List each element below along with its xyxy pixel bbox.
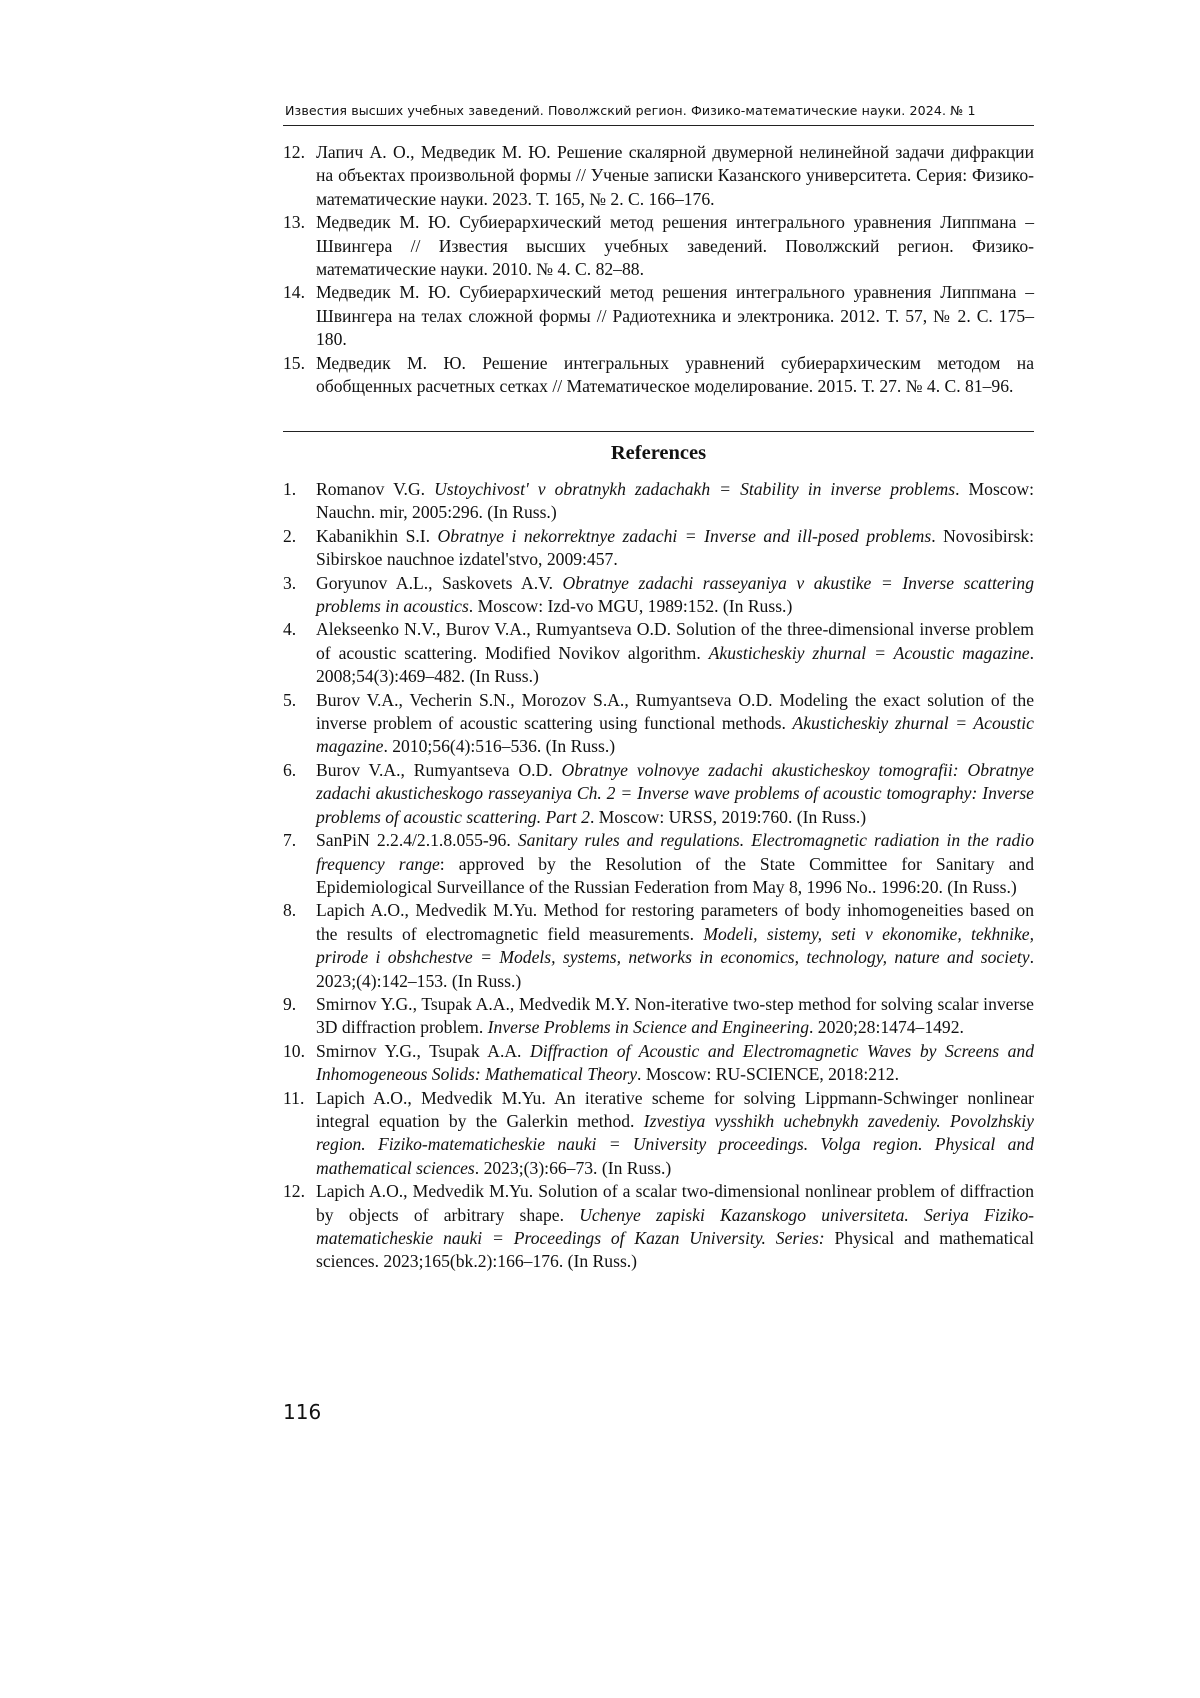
list-item (283, 1180, 1034, 1274)
reference-number: 13. (283, 212, 305, 233)
reference-text: Lapich A.O., Medvedik M.Yu. Solution of a scalar two-dimensional nonlinear problem of diffraction by objects of arbitrary shape. Uchenye zapiski Kazanskogo universiteta. Seriya Fiziko-matematicheskie nauki = Proceedings of Kazan University. Series: Physical and mathematical sciences. 2023;165(bk.2):166–176. (In Russ.) (316, 1181, 1035, 1272)
list-item (283, 141, 1034, 211)
list-item (283, 993, 1034, 1040)
list-item (283, 525, 1034, 572)
running-header: Известия высших учебных заведений. Поволжский регион. Физико-математические науки. 2024. № 1 (285, 103, 976, 118)
reference-number: 9. (283, 993, 297, 1014)
reference-text: Медведик М. Ю. Субиерархический метод решения интегрального уравнения Липпмана – Швингера на телах сложной формы // Радиотехника и электроника. 2012. Т. 57, № 2. С. 175–180. (316, 282, 1034, 350)
reference-text: Lapich A.O., Medvedik M.Yu. Method for restoring parameters of body inhomogeneities based on the results of electromagnetic field measurements. Modeli, sistemy, seti v ekonomike, tekhnike, prirode i obshchestve = Models, systems, networks in economics, technology, nature and society. 2023;(4):142–153. (In Russ.) (316, 900, 1034, 991)
reference-text: Goryunov A.L., Saskovets A.V. Obratnye zadachi rasseyaniya v akustike = Inverse scattering problems in acoustics. Moscow: Izd-vo MGU, 1989:152. (In Russ.) (316, 572, 1034, 617)
reference-text: Lapich A.O., Medvedik M.Yu. An iterative scheme for solving Lippmann-Schwinger nonlinear integral equation by the Galerkin method. Izvestiya vysshikh uchebnykh zavedeniy. Povolzhskiy region. Fiziko-matematicheskie nauki = University proceedings. Volga region. Physical and mathematical sciences. 2023;(3):66–73. (In Russ.) (316, 1087, 1034, 1178)
reference-number: 15. (283, 352, 305, 373)
list-item (283, 1087, 1034, 1181)
reference-text: Kabanikhin S.I. Obratnye i nekorrektnye zadachi = Inverse and ill-posed problems. Novosibirsk: Sibirskoe nauchnoe izdatel'stvo, 2009:457. (316, 525, 1034, 570)
list-item (283, 829, 1034, 899)
reference-number: 11. (283, 1087, 305, 1108)
reference-number: 12. (283, 142, 305, 162)
list-item (283, 689, 1034, 759)
reference-text: Romanov V.G. Ustoychivost' v obratnykh zadachakh = Stability in inverse problems. Moscow: Nauchn. mir, 2005:296. (In Russ.) (316, 479, 1034, 523)
list-item (283, 572, 1034, 619)
reference-number: 3. (283, 572, 297, 593)
reference-text: Burov V.A., Vecherin S.N., Morozov S.A., Rumyantseva O.D. Modeling the exact solution of the inverse problem of acoustic scattering using functional methods. Akusticheskiy zhurnal = Acoustic magazine. 2010;56(4):516–536. (In Russ.) (316, 689, 1034, 757)
english-reference-list (283, 478, 1034, 1274)
reference-number: 14. (283, 282, 305, 303)
reference-text: Smirnov Y.G., Tsupak A.A., Medvedik M.Y. Non-iterative two-step method for solving scalar inverse 3D diffraction problem. Inverse Problems in Science and Engineering. 2020;28:1474–1492. (316, 993, 1034, 1038)
reference-number: 2. (283, 525, 297, 546)
reference-text: SanPiN 2.2.4/2.1.8.055-96. Sanitary rules and regulations. Electromagnetic radiation in the radio frequency range: approved by the Resolution of the State Committee for Sanitary and Epidemiological Surveillance of the Russian Federation from May 8, 1996 No.. 1996:20. (In Russ.) (316, 830, 1034, 897)
reference-text: Медведик М. Ю. Субиерархический метод решения интегрального уравнения Липпмана – Швингера // Известия высших учебных заведений. Поволжский регион. Физико-математические науки. 2010. № 4. С. 82–88. (316, 212, 1034, 280)
list-item (283, 352, 1034, 399)
reference-text: Лапич А. О., Медведик М. Ю. Решение скалярной двумерной нелинейной задачи дифракции на объектах произвольной формы // Ученые записки Казанского университета. Серия: Физико-математические науки. 2023. Т. 165, № 2. С. 166–176. (316, 142, 1034, 209)
header-rule (283, 125, 1034, 126)
reference-number: 10. (283, 1040, 305, 1061)
page-number: 116 (283, 1400, 322, 1424)
reference-text: Медведик М. Ю. Решение интегральных уравнений субиерархическим методом на обобщенных расчетных сетках // Математическое моделирование. 2015. Т. 27. № 4. С. 81–96. (316, 352, 1034, 397)
reference-number: 4. (283, 619, 297, 640)
references-heading: References (610, 442, 707, 464)
reference-number: 8. (283, 900, 297, 921)
list-item (283, 899, 1034, 993)
reference-number: 5. (283, 689, 297, 710)
list-item (283, 211, 1034, 281)
section-rule (283, 431, 1034, 432)
continued-reference-list (283, 141, 1034, 398)
reference-text: Alekseenko N.V., Burov V.A., Rumyantseva O.D. Solution of the three-dimensional inverse problem of acoustic scattering. Modified Novikov algorithm. Akusticheskiy zhurnal = Acoustic magazine. 2008;54(3):469–482. (In Russ.) (316, 619, 1034, 687)
list-item (283, 1040, 1034, 1087)
reference-number: 6. (283, 759, 297, 780)
list-item (283, 618, 1034, 688)
reference-text: Burov V.A., Rumyantseva O.D. Obratnye volnovye zadachi akusticheskoy tomografii: Obratnye zadachi akusticheskogo rasseyaniya Ch. 2 = Inverse wave problems of acoustic tomography: Inverse problems of acoustic scattering. Part 2. Moscow: URSS, 2019:760. (In Russ.) (316, 759, 1034, 827)
reference-number: 7. (283, 830, 297, 851)
reference-text: Smirnov Y.G., Tsupak A.A. Diffraction of Acoustic and Electromagnetic Waves by Screens and Inhomogeneous Solids: Mathematical Theory. Moscow: RU-SCIENCE, 2018:212. (316, 1040, 1034, 1085)
reference-number: 12. (283, 1181, 305, 1202)
reference-number: 1. (283, 479, 297, 499)
list-item (283, 478, 1034, 525)
list-item (283, 281, 1034, 351)
list-item (283, 759, 1034, 829)
